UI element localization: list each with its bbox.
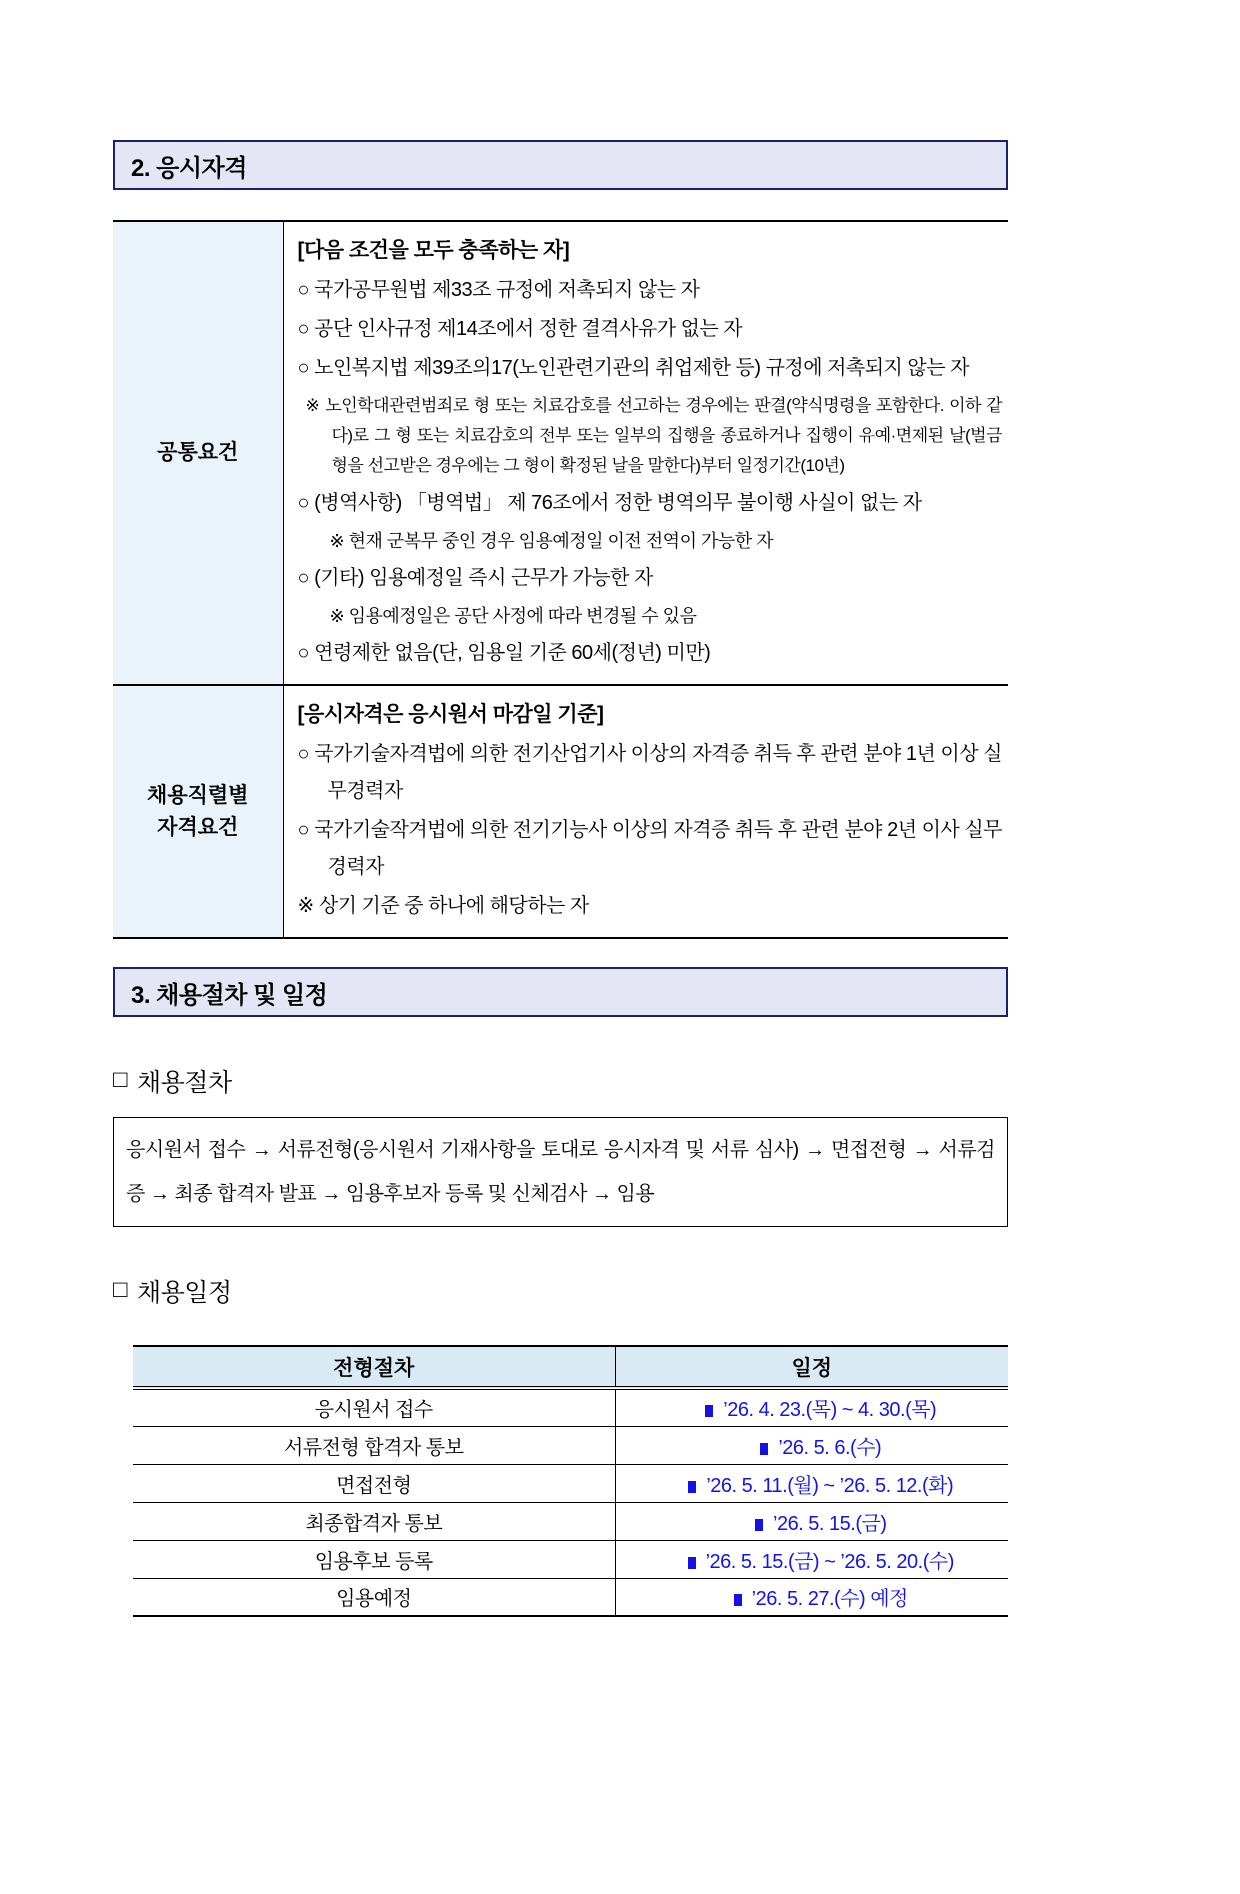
schedule-date-text: ’26. 5. 27.(수) 예정 [751,1588,908,1611]
schedule-date-text: ’26. 5. 11.(월) ~ ’26. 5. 12.(화) [706,1474,954,1497]
table-row-common-requirements [113,221,1008,685]
column-header-date: 일정 [615,1346,1008,1388]
condition-item: ○ 공단 인사규정 제14조에서 정한 결격사유가 없는 자 [297,318,743,340]
schedule-subheading-label: 채용일정 [137,1280,232,1307]
process-flow-box: 응시원서 접수 → 서류전형(응시원서 기재사항을 토대로 응시자격 및 서류 심사) → 면접전형 → 서류검증 → 최종 합격자 발표 → 임용후보자 등록 및 신체검사 → 임용 [113,1117,1008,1227]
row-label-common: 공통요건 [113,221,283,685]
condition-item: ○ (병역사항) 「병역법」 제 76조에서 정한 병역의무 불이행 사실이 없는 자 [297,492,922,514]
condition-item: ○ 노인복지법 제39조의17(노인관련기관의 취업제한 등) 규정에 저촉되지 않는 자 [297,357,969,379]
schedule-date-text: ’26. 5. 6.(수) [778,1436,882,1459]
schedule-step: 임용예정 [133,1578,615,1616]
bracket-heading: [응시자격은 응시원서 마감일 기준] [297,703,604,726]
schedule-date [615,1464,1008,1502]
square-bullet-icon [688,1557,696,1569]
schedule-row [133,1578,1008,1616]
schedule-subheading [113,1273,1008,1309]
row-content-common [283,221,1008,685]
schedule-step: 서류전형 합격자 통보 [133,1426,615,1464]
condition-item: ○ 국가공무원법 제33조 규정에 저촉되지 않는 자 [297,279,700,301]
schedule-date [615,1540,1008,1578]
section-3-header [113,967,1008,1017]
square-bullet-icon [688,1481,696,1493]
schedule-step: 면접전형 [133,1464,615,1502]
square-bullet-icon [705,1405,713,1417]
square-box-icon: □ [113,1067,127,1093]
row-label-line-2: 자격요건 [157,815,239,839]
square-bullet-icon [734,1594,742,1606]
square-bullet-icon [760,1443,768,1455]
section-2-title: 2. 응시자격 [131,154,247,182]
schedule-row [133,1464,1008,1502]
process-subheading-label: 채용절차 [137,1070,232,1097]
square-box-icon: □ [113,1277,127,1303]
process-subheading [113,1063,1008,1099]
eligibility-table [113,220,1008,939]
section-2-header [113,140,1008,190]
column-header-step: 전형절차 [133,1346,615,1388]
schedule-row [133,1502,1008,1540]
schedule-date [615,1578,1008,1616]
condition-item: ○ 국가기술작겨법에 의한 전기기능사 이상의 자격증 취득 후 관련 분야 2년 이사 실무경력자 [297,819,1002,878]
schedule-step: 응시원서 접수 [133,1388,615,1426]
schedule-date [615,1502,1008,1540]
condition-item: ○ 연령제한 없음(단, 임용일 기준 60세(정년) 미만) [297,642,711,664]
schedule-row [133,1426,1008,1464]
schedule-date-text: ’26. 5. 15.(금) [773,1512,887,1535]
condition-item: ○ 국가기술자격법에 의한 전기산업기사 이상의 자격증 취득 후 관련 분야 1년 이상 실무경력자 [297,743,1002,802]
row-label-job-series [113,685,283,938]
condition-item: ※ 상기 기준 중 하나에 해당하는 자 [297,895,589,917]
table-row-job-series-requirements [113,685,1008,938]
section-3-title: 3. 채용절차 및 일정 [131,981,328,1009]
schedule-step: 최종합격자 통보 [133,1502,615,1540]
schedule-date [615,1388,1008,1426]
schedule-table [133,1345,1008,1617]
schedule-date [615,1426,1008,1464]
schedule-header-row [133,1346,1008,1388]
condition-note: ※ 노인학대관련범죄로 형 또는 치료감호를 선고하는 경우에는 판결(약식명령을 포함한다. 이하 같다)로 그 형 또는 치료감호의 전부 또는 일부의 집행을 종료하거나 집행이 유예·면제된 날(벌금형을 선고받은 경우에는 그 형이 확정된 날을 말한다)부터 일정기간(10년) [305,396,1002,475]
condition-note: ※ 임용예정일은 공단 사정에 따라 변경될 수 있음 [329,606,697,626]
schedule-date-text: ’26. 4. 23.(목) ~ 4. 30.(목) [723,1399,937,1422]
condition-note: ※ 현재 군복무 중인 경우 임용예정일 이전 전역이 가능한 자 [329,531,774,551]
square-bullet-icon [755,1519,763,1531]
condition-item: ○ (기타) 임용예정일 즉시 근무가 가능한 자 [297,567,653,589]
schedule-row [133,1388,1008,1426]
row-content-job-series [283,685,1008,938]
document-page [113,140,1008,1617]
bracket-heading: [다음 조건을 모두 충족하는 자] [297,239,570,262]
schedule-row [133,1540,1008,1578]
schedule-step: 임용후보 등록 [133,1540,615,1578]
row-label-line-1: 채용직렬별 [147,783,249,807]
schedule-date-text: ’26. 5. 15.(금) ~ ’26. 5. 20.(수) [705,1550,954,1573]
